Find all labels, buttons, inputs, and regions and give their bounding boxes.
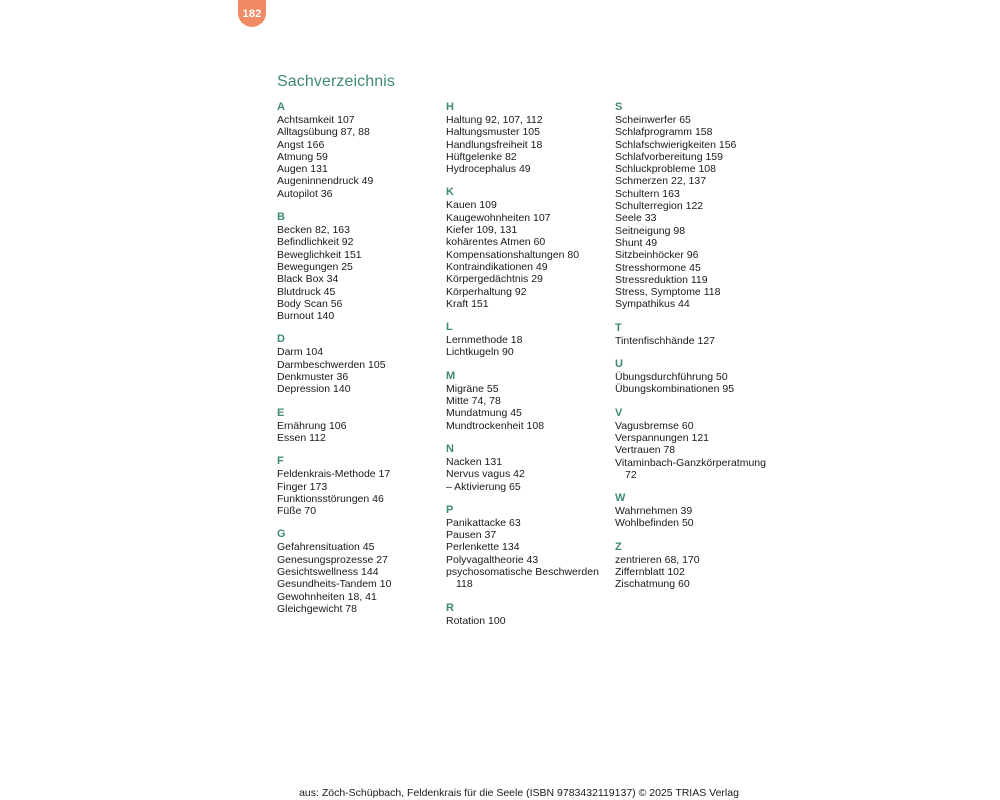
index-entry: Schluckprobleme 108 [615,163,716,176]
page-title: Sachverzeichnis [277,73,395,90]
index-entry: Haltung 92, 107, 112 [446,114,543,126]
index-entry: kohärentes Atmen 60 [446,236,546,249]
index-entry: Gleichgewicht 78 [277,602,357,615]
index-entry: Scheinwerfer 65 [615,114,691,126]
index-section-h [446,101,611,175]
section-letter: L [446,321,453,334]
section-letter: R [446,601,454,614]
index-entry: Shunt 49 [615,236,658,249]
index-section-b [277,211,442,322]
index-entry: Schlafvorbereitung 159 [615,150,723,163]
index-entry: Depression 140 [277,383,351,396]
index-entry: 118 [456,578,473,591]
index-entry: Lernmethode 18 [446,334,523,347]
index-entry: Sympathikus 44 [615,298,690,311]
index-entry: Kraft 151 [446,297,489,310]
index-section-p [446,504,611,591]
index-entry: Vagusbremse 60 [615,419,694,432]
index-section-g [277,528,442,615]
index-entry: Sitzbeinhöcker 96 [615,249,699,262]
index-entry: Haltungsmuster 105 [446,126,540,139]
section-letter: M [446,369,456,382]
index-entry: Blutdruck 45 [277,285,336,298]
index-entry: Ziffernblatt 102 [615,566,685,579]
index-entry: Hydrocephalus 49 [446,163,531,176]
index-entry: Vertrauen 78 [615,444,676,457]
index-entry: Gefahrensituation 45 [277,541,375,554]
index-section-l [446,321,611,359]
index-entry: Schlafprogramm 158 [615,126,713,139]
section-letter: P [446,503,454,516]
index-entry: Angst 166 [277,138,325,151]
index-entry: Achtsamkeit 107 [277,114,355,126]
index-entry: Zischatmung 60 [615,578,690,591]
index-entry: – Aktivierung 65 [446,480,521,493]
index-entry: Darmbeschwerden 105 [277,358,386,371]
index-section-r [446,602,611,627]
index-entry: Beweglichkeit 151 [277,248,362,261]
index-entry: Mitte 74, 78 [446,395,501,408]
index-section-v [615,407,780,481]
section-letter: S [615,101,623,113]
section-letter: Z [615,540,622,553]
index-entry: Wahrnehmen 39 [615,505,693,518]
index-entry: zentrieren 68, 170 [615,553,700,566]
index-entry: Gesundheits-Tandem 10 [277,578,392,591]
section-letter: A [277,101,285,113]
index-entry: Denkmuster 36 [277,371,349,384]
index-entry: Gesichtswellness 144 [277,566,379,579]
index-entry: Körperhaltung 92 [446,285,527,298]
index-entry: Darm 104 [277,346,324,359]
index-section-z [615,541,780,591]
index-section-d [277,333,442,395]
index-entry: Gewohnheiten 18, 41 [277,590,377,603]
index-entry: psychosomatische Beschwerden [446,566,599,579]
source-footer: aus: Zöch-Schüpbach, Feldenkrais für die Seele (ISBN 9783432119137) © 2025 TRIAS Verlag [299,787,739,799]
index-entry: Augen 131 [277,163,328,176]
index-entry: Feldenkrais-Methode 17 [277,468,391,481]
index-entry: Augeninnendruck 49 [277,175,374,188]
section-letter: V [615,406,623,419]
index-entry: Mundtrockenheit 108 [446,419,545,432]
index-entry: Alltagsübung 87, 88 [277,126,370,139]
index-entry: Schulterregion 122 [615,200,704,213]
index-entry: Polyvagaltheorie 43 [446,553,539,566]
index-entry: Seele 33 [615,212,657,225]
index-entry: Kauen 109 [446,199,497,212]
index-column-1 [277,101,442,626]
index-entry: Lichtkugeln 90 [446,346,514,359]
index-entry: Perlenkette 134 [446,541,520,554]
section-letter: B [277,211,285,224]
index-entry: Stressreduktion 119 [615,273,708,286]
index-entry: Kaugewohnheiten 107 [446,211,551,224]
index-entry: Ernährung 106 [277,419,347,432]
index-entry: Wohlbefinden 50 [615,517,694,530]
index-entry: Kiefer 109, 131 [446,224,518,237]
index-entry: Autopilot 36 [277,187,333,200]
index-entry: Hüftgelenke 82 [446,150,517,163]
index-entry: Schultern 163 [615,187,680,200]
index-entry: Schmerzen 22, 137 [615,175,707,188]
index-entry: Burnout 140 [277,310,335,323]
index-entry: Finger 173 [277,480,328,493]
index-entry: Essen 112 [277,431,326,444]
index-entry: Kompensationshaltungen 80 [446,248,580,261]
index-entry: Body Scan 56 [277,297,343,310]
index-entry: Vitaminbach-Ganzkörperatmung [615,456,766,469]
index-section-e [277,407,442,445]
index-section-f [277,455,442,517]
section-letter: F [277,455,284,468]
index-entry: Seitneigung 98 [615,224,686,237]
index-section-n [446,443,611,493]
index-entry: Kontraindikationen 49 [446,260,548,273]
index-entry: Körpergedächtnis 29 [446,273,543,286]
section-letter: D [277,333,285,346]
index-entry: Becken 82, 163 [277,224,350,237]
index-entry: Schlafschwierigkeiten 156 [615,138,737,151]
index-entry: Panikattacke 63 [446,516,521,529]
section-letter: G [277,528,286,541]
index-entry: Pausen 37 [446,529,497,542]
index-entry: Nacken 131 [446,455,503,468]
page-number-badge: 182 [238,0,266,27]
index-section-w [615,492,780,530]
index-entry: Atmung 59 [277,150,328,163]
section-letter: W [615,492,626,505]
index-section-a [277,101,442,200]
section-letter: N [446,442,454,455]
index-entry: Migräne 55 [446,382,499,395]
index-column-3 [615,101,780,602]
index-entry: Handlungsfreiheit 18 [446,138,543,151]
index-entry: Stress, Symptome 118 [615,286,721,299]
index-entry: Übungskombinationen 95 [615,383,735,396]
index-entry: Stresshormone 45 [615,261,701,274]
index-entry: Rotation 100 [446,614,506,627]
index-column-2 [446,101,611,638]
index-entry: Bewegungen 25 [277,260,353,273]
index-section-s [615,101,780,311]
index-entry: Genesungsprozesse 27 [277,553,388,566]
index-section-t [615,322,780,347]
section-letter: T [615,321,622,334]
index-entry: Mundatmung 45 [446,407,522,420]
index-entry: Nervus vagus 42 [446,468,525,481]
index-entry: Black Box 34 [277,273,339,286]
index-entry: Funktionsstörungen 46 [277,492,384,505]
index-entry: Verspannungen 121 [615,431,710,444]
section-letter: E [277,406,285,419]
index-entry: Füße 70 [277,505,317,518]
index-entry: Tintenfischhände 127 [615,334,716,347]
index-entry: Übungsdurchführung 50 [615,371,728,384]
index-section-k [446,186,611,310]
index-entry: Befindlichkeit 92 [277,236,354,249]
section-letter: K [446,186,454,199]
index-section-m [446,370,611,432]
section-letter: H [446,101,454,113]
section-letter: U [615,358,623,371]
index-section-u [615,358,780,396]
index-entry: 72 [625,468,637,481]
